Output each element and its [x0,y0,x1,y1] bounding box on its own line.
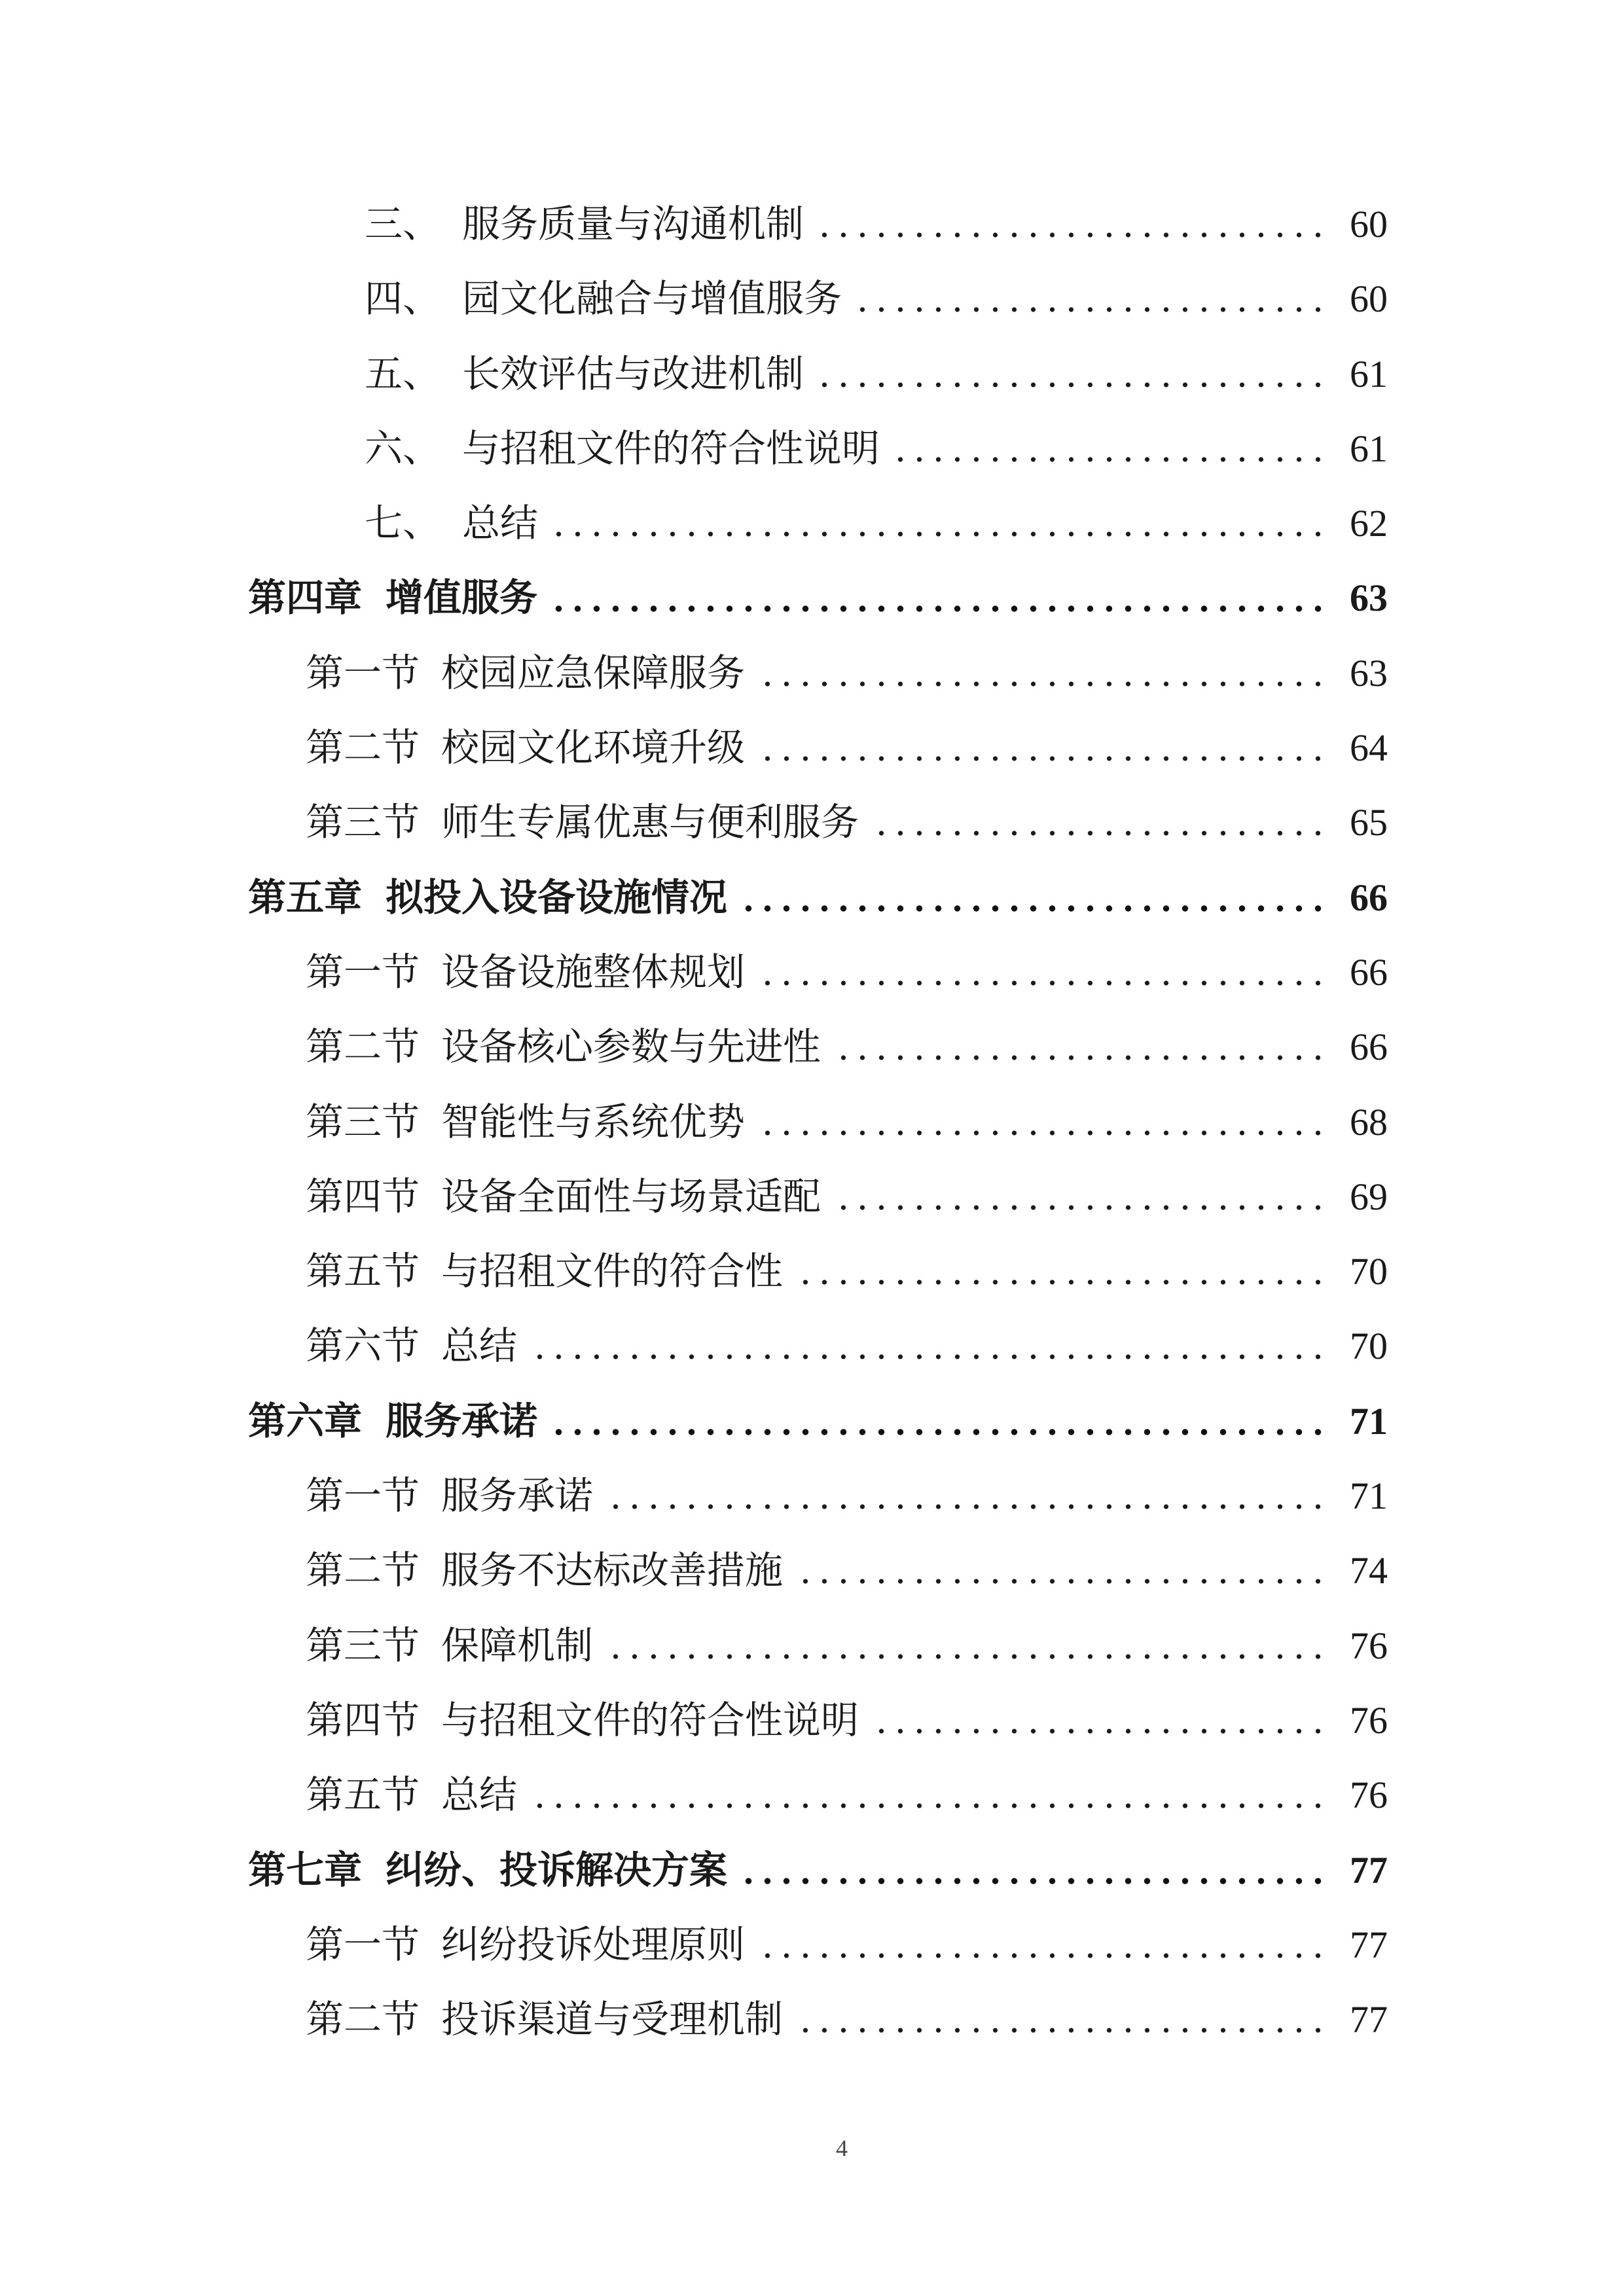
toc-chapter-title: 增值服务 [386,577,538,620]
toc-item-number: 四、 [365,278,441,321]
toc-section-title: 与招租文件的符合性说明 [441,1698,859,1742]
toc-section-page-number: 77 [1350,1923,1388,1966]
toc-section-entry[interactable] [0,1010,1624,1085]
toc-section-page-number: 76 [1350,1624,1388,1667]
toc-section-number: 第五节 [306,1774,420,1817]
toc-section-title: 校园文化环境升级 [441,726,746,770]
leader-dots [607,1459,1327,1534]
toc-section-number: 第一节 [306,1923,420,1966]
toc-section-number: 第五节 [306,1250,420,1293]
toc-section-entry[interactable] [0,1160,1624,1234]
toc-section-number: 第四节 [306,1175,420,1218]
toc-section-number: 第二节 [306,1026,420,1069]
toc-chapter-page-number: 77 [1350,1848,1388,1892]
leader-dots [552,1384,1327,1459]
toc-chapter-entry[interactable] [0,1833,1624,1908]
toc-section-number: 第二节 [306,726,420,770]
toc-section-title: 保障机制 [441,1624,594,1667]
toc-item-entry[interactable] [0,486,1624,561]
leader-dots [856,262,1327,336]
toc-item-entry[interactable] [0,262,1624,336]
toc-section-number: 第一节 [306,651,420,694]
leader-dots [532,1758,1327,1833]
toc-section-page-number: 65 [1350,801,1388,844]
toc-section-entry[interactable] [0,785,1624,860]
toc-section-page-number: 74 [1350,1549,1388,1592]
toc-section-entry[interactable] [0,1309,1624,1384]
leader-dots [759,1908,1327,1982]
toc-section-number: 第三节 [306,1624,420,1667]
toc-chapter-number: 第七章 [248,1848,363,1892]
toc-section-page-number: 66 [1350,1026,1388,1069]
toc-chapter-number: 第四章 [248,577,363,620]
toc-section-entry[interactable] [0,1234,1624,1309]
toc-item-page-number: 61 [1350,427,1388,470]
toc-item-page-number: 62 [1350,502,1388,545]
leader-dots [759,711,1327,785]
toc-section-title: 智能性与系统优势 [441,1100,746,1143]
toc-section-page-number: 70 [1350,1250,1388,1293]
toc-chapter-title: 服务承诺 [386,1399,538,1443]
toc-chapter-number: 第六章 [248,1399,363,1443]
toc-section-entry[interactable] [0,1982,1624,2057]
toc-section-page-number: 66 [1350,950,1388,994]
toc-chapter-entry[interactable] [0,561,1624,636]
toc-item-number: 五、 [365,352,441,395]
toc-chapter-page-number: 71 [1350,1399,1388,1443]
toc-section-title: 总结 [441,1774,518,1817]
toc-section-title: 师生专属优惠与便利服务 [441,801,859,844]
toc-chapter-page-number: 66 [1350,876,1388,919]
leader-dots [797,1234,1327,1309]
leader-dots [797,1534,1327,1608]
toc-item-number: 七、 [365,502,441,545]
leader-dots [873,785,1327,860]
toc-section-number: 第二节 [306,1998,420,2041]
toc-section-page-number: 76 [1350,1698,1388,1742]
toc-section-page-number: 63 [1350,651,1388,694]
leader-dots [759,636,1327,711]
leader-dots [759,1085,1327,1160]
toc-item-title: 服务质量与沟通机制 [462,203,804,245]
toc-item-number: 六、 [365,427,441,470]
toc-section-number: 第三节 [306,801,420,844]
toc-section-title: 纠纷投诉处理原则 [441,1923,746,1966]
toc-item-title: 长效评估与改进机制 [462,352,804,395]
toc-section-page-number: 77 [1350,1998,1388,2041]
toc-section-entry[interactable] [0,711,1624,785]
toc-chapter-entry[interactable] [0,1384,1624,1459]
toc-section-title: 服务不达标改善措施 [441,1549,784,1592]
toc-item-title: 与招租文件的符合性说明 [462,427,880,470]
leader-dots [532,1309,1327,1384]
toc-chapter-number: 第五章 [248,876,363,919]
toc-item-entry[interactable] [0,187,1624,262]
toc-section-entry[interactable] [0,1758,1624,1833]
leader-dots [607,1609,1327,1683]
table-of-contents [0,187,1624,2057]
toc-section-number: 第四节 [306,1698,420,1742]
toc-section-entry[interactable] [0,1908,1624,1982]
leader-dots [818,337,1327,412]
toc-section-page-number: 69 [1350,1175,1388,1218]
toc-section-title: 设备核心参数与先进性 [441,1026,821,1069]
page-number-footer: 4 [836,2135,848,2161]
leader-dots [759,935,1327,1010]
toc-section-page-number: 68 [1350,1100,1388,1143]
leader-dots [835,1010,1327,1085]
leader-dots [552,561,1327,636]
leader-dots [873,1683,1327,1758]
toc-section-page-number: 71 [1350,1475,1388,1518]
toc-section-title: 设备全面性与场景适配 [441,1175,821,1218]
toc-section-title: 总结 [441,1325,518,1368]
toc-section-entry[interactable] [0,1683,1624,1758]
toc-section-entry[interactable] [0,1085,1624,1160]
toc-chapter-title: 拟投入设备设施情况 [386,876,728,919]
toc-item-page-number: 61 [1350,352,1388,395]
toc-section-page-number: 64 [1350,726,1388,770]
toc-section-number: 第六节 [306,1325,420,1368]
toc-item-page-number: 60 [1350,278,1388,321]
toc-section-entry[interactable] [0,1534,1624,1608]
leader-dots [818,187,1327,262]
toc-chapter-title: 纠纷、投诉解决方案 [386,1848,728,1892]
toc-section-entry[interactable] [0,636,1624,711]
leader-dots [742,861,1327,935]
toc-chapter-entry[interactable] [0,861,1624,935]
toc-item-entry[interactable] [0,412,1624,486]
toc-section-number: 第二节 [306,1549,420,1592]
leader-dots [894,412,1327,486]
toc-chapter-page-number: 63 [1350,577,1388,620]
toc-section-title: 设备设施整体规划 [441,950,746,994]
toc-section-title: 与招租文件的符合性 [441,1250,784,1293]
toc-section-number: 第三节 [306,1100,420,1143]
toc-section-entry[interactable] [0,1609,1624,1683]
leader-dots [552,486,1327,561]
toc-section-title: 服务承诺 [441,1475,594,1518]
toc-item-entry[interactable] [0,337,1624,412]
toc-section-title: 校园应急保障服务 [441,651,746,694]
toc-section-number: 第一节 [306,950,420,994]
leader-dots [797,1982,1327,2057]
leader-dots [742,1833,1327,1908]
toc-item-number: 三、 [365,203,441,245]
toc-section-page-number: 70 [1350,1325,1388,1368]
toc-section-entry[interactable] [0,1459,1624,1534]
toc-section-number: 第一节 [306,1475,420,1518]
leader-dots [835,1160,1327,1234]
toc-item-title: 园文化融合与增值服务 [462,278,842,321]
toc-item-page-number: 60 [1350,203,1388,245]
toc-section-entry[interactable] [0,935,1624,1010]
toc-section-page-number: 76 [1350,1774,1388,1817]
toc-section-title: 投诉渠道与受理机制 [441,1998,784,2041]
toc-item-title: 总结 [462,502,539,545]
